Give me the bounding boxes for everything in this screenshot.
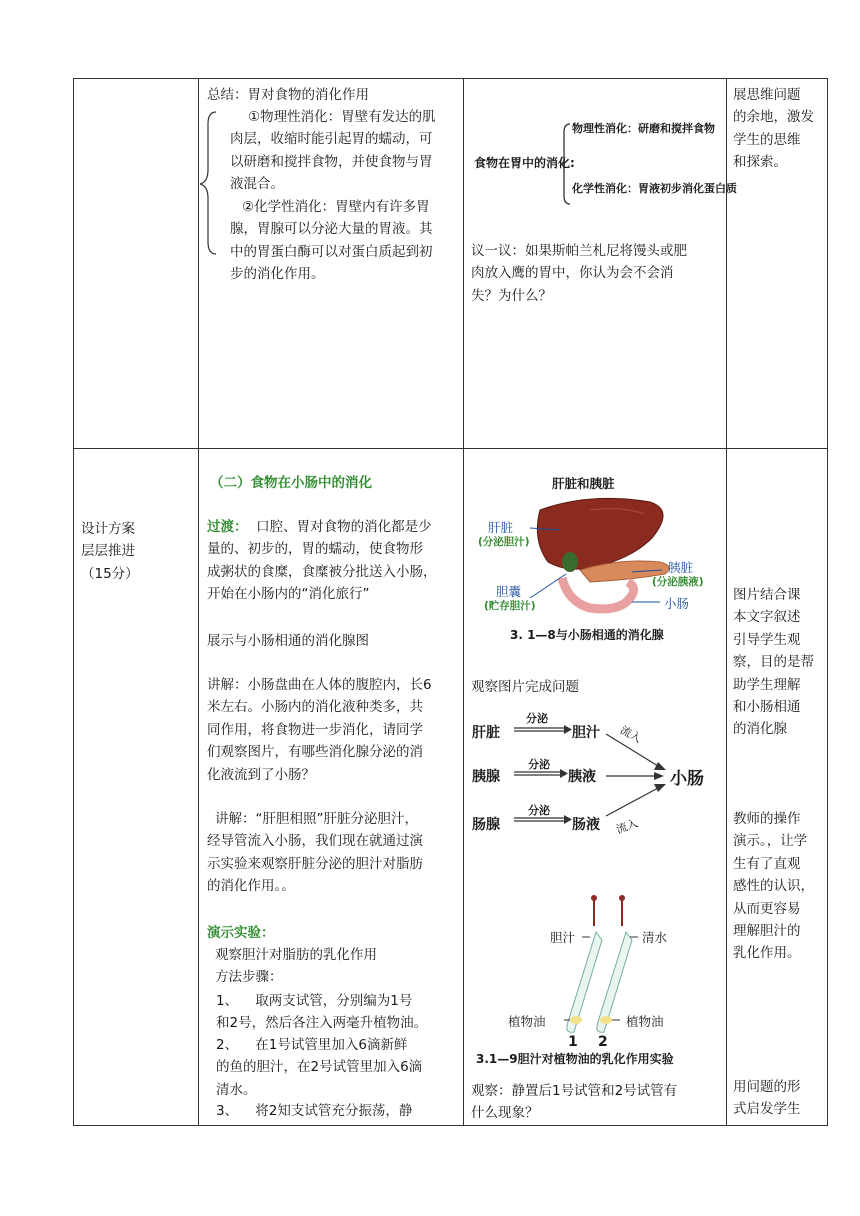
fig2-water-label: 清水 (642, 930, 668, 945)
diagram-bracket (560, 122, 572, 206)
flow-secrete-1: 分泌 (526, 712, 548, 725)
step-2: 2、 在1号试管里加入6滴新鲜 的鱼的胆汁，在2号试管里加入6滴 清水。 (216, 1037, 423, 1098)
summary-title: 总结：胃对食物的消化作用 (207, 87, 369, 103)
discussion-question: 议一议：如果斯帕兰札尼将馒头或肥 肉放入鹰的胃中，你认为会不会消 失？为什么？ (471, 243, 687, 304)
flow-secrete-3: 分泌 (528, 804, 550, 817)
chemical-digestion-text: ②化学性消化：胃壁内有许多胃 腺，胃腺可以分泌大量的胃液。其 中的胃蛋白酶可以对蛋白质起到初 步的消化作用。 (230, 199, 433, 283)
observe-question: 观察：静置后1号试管和2号试管有 什么现象？ (471, 1083, 678, 1122)
col-border-3 (726, 78, 727, 1125)
flow-intestinal-gland: 肠腺 (472, 817, 500, 833)
stage-label: 设计方案 层层推进 （15分） (81, 521, 139, 582)
col-border-2 (463, 78, 464, 1125)
fig1-liver-sub: (分泌胆汁) (478, 536, 530, 548)
fig1-liver-label: 肝脏 (488, 520, 514, 535)
fig1-caption: 3. 1—8与小肠相通的消化腺 (510, 628, 664, 642)
fig1-small-intestine-label: 小肠 (664, 596, 690, 611)
fig2-caption: 3.1—9胆汁对植物油的乳化作用实验 (476, 1052, 674, 1066)
curly-brace (198, 108, 220, 258)
lecture-paragraph-1: 讲解：小肠盘曲在人体的腹腔内，长6 米左右。小肠内的消化液种类多，共 同作用，将食物进一步消化，请同学 们观察图片，有哪些消化腺分泌的消 化液流到了小肠？ (207, 677, 432, 783)
table-bottom-border (73, 1125, 828, 1126)
fig1-title: 肝脏和胰脏 (552, 476, 615, 491)
teaching-note-question: 用问题的形 式启发学生 (733, 1079, 801, 1118)
fig2-tube-1: 1 (568, 1034, 578, 1050)
fig2-oil-left: 植物油 (508, 1014, 546, 1029)
section-heading: （二）食物在小肠中的消化 (210, 475, 372, 491)
flow-in-2: 流入 (614, 816, 640, 837)
fig2-oil-right: 植物油 (626, 1014, 664, 1029)
transition-label: 过渡： (207, 519, 248, 535)
col-border-left (73, 78, 74, 1125)
fig1-pancreas-sub: (分泌胰液) (652, 576, 704, 588)
demo-label: 演示实验： (207, 925, 275, 941)
diagram-branch-chemical: 化学性消化：胃液初步消化蛋白质 (572, 182, 737, 195)
physical-digestion-text: ①物理性消化：胃壁有发达的肌 肉层，收缩时能引起胃的蠕动，可 以研磨和搅拌食物，并使食物与胃 液混合。 (230, 109, 436, 193)
flow-bile: 胆汁 (572, 725, 600, 741)
digestive-juice-flow-diagram (468, 700, 724, 845)
lecture-paragraph-2: 讲解：“肝胆相照”肝脏分泌胆汁， 经导管流入小肠，我们现在就通过演 示实验来观察肝脏分泌的胆汁对脂肪 的消化作用。。 (207, 811, 423, 895)
teaching-note-demo: 教师的操作 演示。，让学 生有了直观 感性的认识， 从而更容易 理解胆汁的 乳化作用。 (733, 811, 814, 962)
step-1: 1、 取两支试管，分别编为1号 和2号，然后各注入两毫升植物油。 (216, 993, 428, 1032)
teaching-note-glands: 图片结合课 本文字叙述 引导学生观 察，目的是帮 助学生理解 和小肠相通 的消化腺 (733, 587, 814, 738)
fig1-pancreas-label: 胰脏 (668, 560, 694, 575)
diagram-branch-physical: 物理性消化：研磨和搅拌食物 (572, 122, 715, 135)
bile-emulsification-figure (470, 892, 724, 1068)
flow-secrete-2: 分泌 (528, 758, 550, 771)
flow-intestinal-juice: 肠液 (572, 817, 600, 833)
fig1-gallbladder-sub: (贮存胆汁) (484, 600, 536, 612)
fig2-bile-label: 胆汁 (550, 930, 576, 945)
row1-teaching-note: 展思维问题 的余地，激发 学生的思维 和探索。 (733, 87, 814, 171)
fig2-tube-2: 2 (598, 1034, 608, 1050)
table-top-border (73, 78, 828, 79)
flow-in-1: 流入 (618, 723, 644, 746)
transition-paragraph: 过渡： 口腔、胃对食物的消化都是少 量的、初步的，胃的蠕动，使食物形 成粥状的食糜，食糜被分批送入小肠， 开始在小肠内的“消化旅行” (207, 519, 437, 603)
flow-pancreatic-juice: 胰液 (568, 769, 596, 785)
col-border-right (827, 78, 828, 1125)
step-3: 3、 将2知支试管充分振荡，静 (216, 1103, 413, 1119)
observe-instruction: 观察图片完成问题 (471, 679, 579, 695)
fig1-gallbladder-label: 胆囊 (496, 584, 522, 599)
row-divider (73, 448, 828, 449)
digestive-glands-figure (470, 470, 724, 650)
show-glands-text: 展示与小肠相通的消化腺图 (207, 633, 369, 649)
diagram-main-label: 食物在胃中的消化: (474, 156, 575, 170)
flow-pancreas: 胰腺 (472, 769, 500, 785)
stomach-digestion-diagram (468, 108, 737, 213)
flow-small-intestine: 小肠 (670, 769, 704, 789)
demo-description: 观察胆汁对脂肪的乳化作用 方法步骤： (215, 947, 377, 986)
flow-liver: 肝脏 (472, 725, 500, 741)
test-tubes-illustration (470, 892, 724, 1068)
